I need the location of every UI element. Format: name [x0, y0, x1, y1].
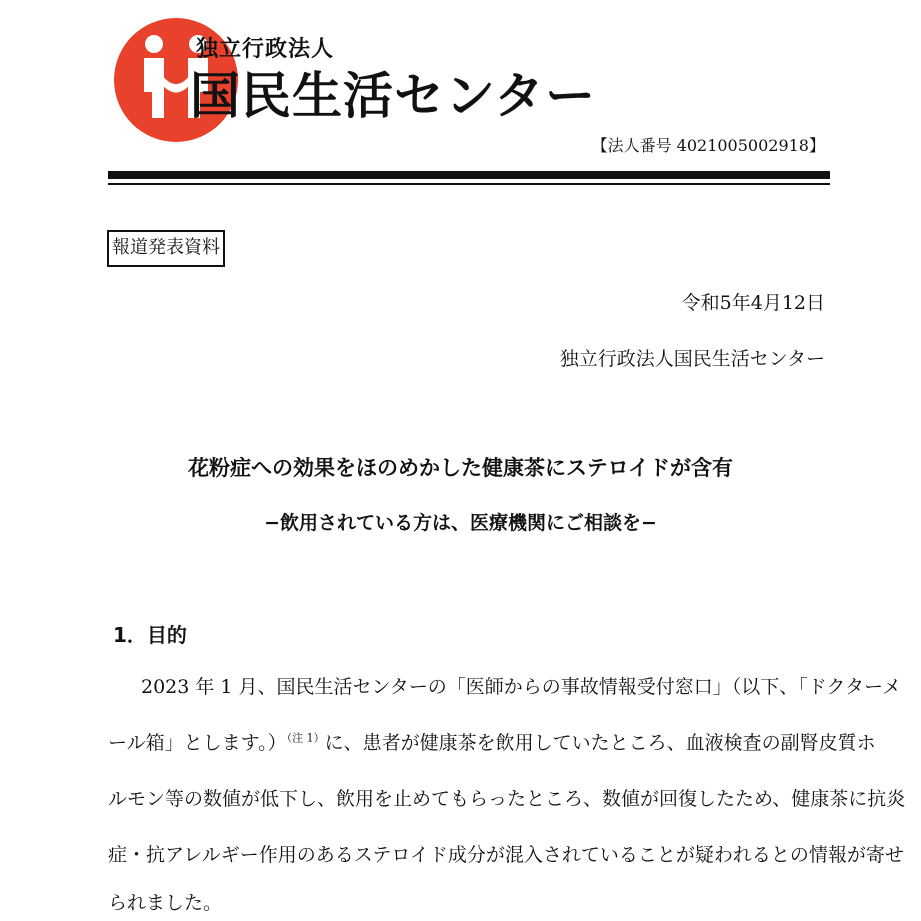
body-line: ルモン等の数値が低下し、飲用を止めてもらったところ、数値が回復したため、健康茶に抗炎	[108, 788, 906, 810]
org-subtitle: 独立行政法人	[196, 37, 335, 62]
section-heading: 1．目的	[113, 623, 187, 647]
body-line: 症・抗アレルギー作用のあるステロイド成分が混入されていることが疑われるとの情報が寄せ	[108, 844, 904, 866]
header-rule-thin	[108, 183, 830, 185]
body-text: ール箱」とします。）	[108, 732, 287, 754]
footnote-marker: （注 1）	[286, 731, 325, 745]
body-line	[108, 730, 876, 756]
issuer: 独立行政法人国民生活センター	[559, 348, 825, 370]
body-line: られました。	[108, 892, 223, 914]
release-date: 令和5年4月12日	[681, 292, 825, 314]
press-release-label: 報道発表資料	[107, 230, 225, 267]
body-line: 2023 年 1 月、国民生活センターの「医師からの事故情報受付窓口」（以下、「ドクターメ	[141, 676, 902, 698]
body-text: に、患者が健康茶を飲用していたところ、血液検査の副腎皮質ホ	[324, 732, 876, 754]
header-rule-thick	[108, 171, 830, 179]
document-subtitle: −飲用されている方は、医療機関にご相談を−	[264, 512, 657, 534]
document-title: 花粉症への効果をほのめかした健康茶にステロイドが含有	[188, 456, 733, 480]
corporate-number: 【法人番号 4021005002918】	[591, 136, 825, 155]
org-name: 国民生活センター	[190, 67, 596, 125]
